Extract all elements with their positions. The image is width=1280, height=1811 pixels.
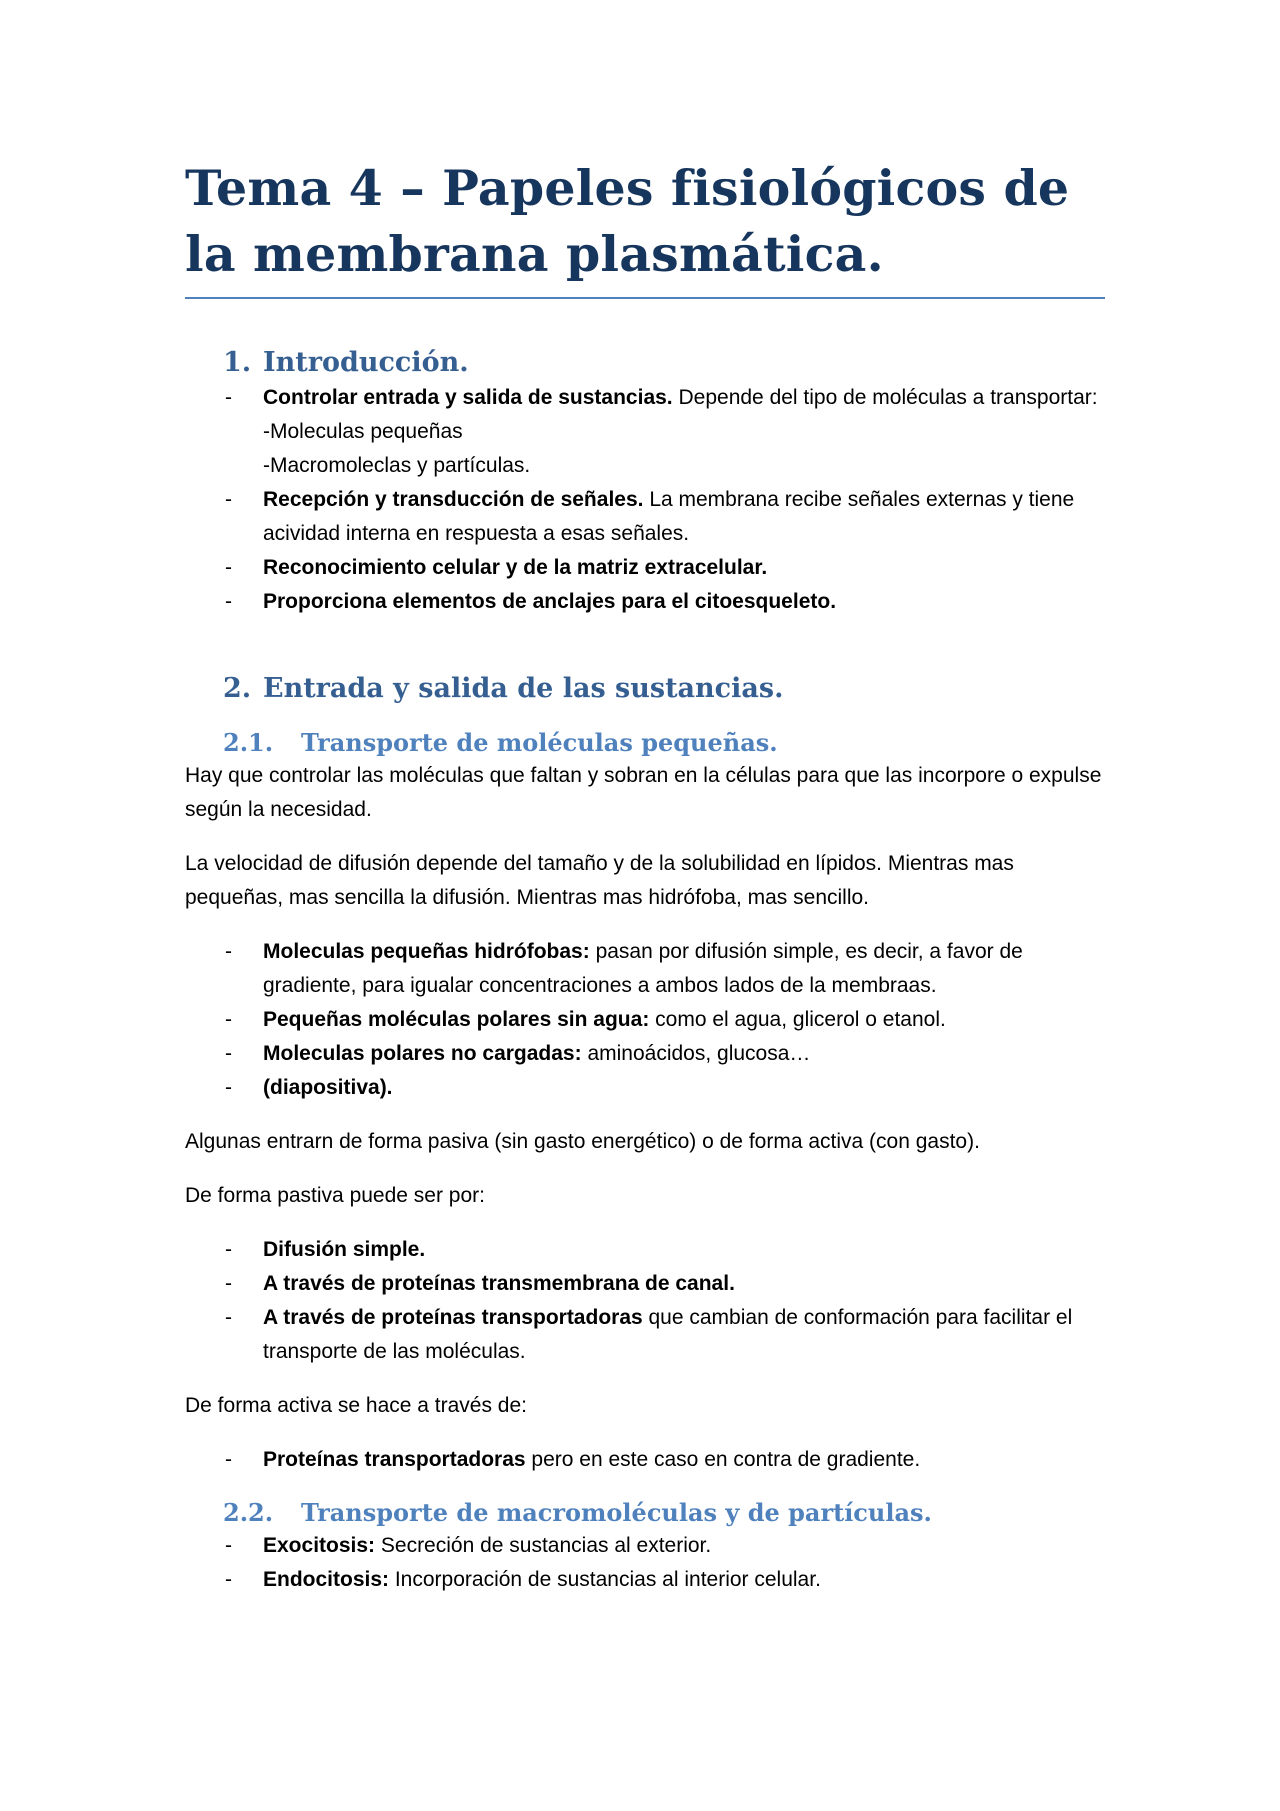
list-item xyxy=(185,483,1105,551)
active-transport-list xyxy=(185,1443,1105,1477)
list-item-bold: Reconocimiento celular y de la matriz extracelular. xyxy=(263,556,768,579)
small-molecules-list xyxy=(185,935,1105,1105)
list-item xyxy=(185,1071,1105,1105)
list-item-bold: Recepción y transducción de señales. xyxy=(263,488,644,511)
list-item-text: como el agua, glicerol o etanol. xyxy=(649,1008,946,1031)
section-1-heading xyxy=(185,345,1105,381)
list-item-text: que cambian de conformación para facilitar el transporte de las moléculas. xyxy=(263,1306,1073,1363)
list-item xyxy=(185,585,1105,619)
list-item-bold: Proteínas transportadoras xyxy=(263,1448,526,1471)
list-item-bold: Controlar entrada y salida de sustancias. xyxy=(263,386,673,409)
macromolecules-list xyxy=(185,1529,1105,1597)
list-item-bold: Moleculas pequeñas hidrófobas: xyxy=(263,940,590,963)
list-item-text: aminoácidos, glucosa… xyxy=(581,1042,811,1065)
section-2-2-number: 2.2. xyxy=(223,1498,274,1527)
paragraph: De forma pastiva puede ser por: xyxy=(185,1184,485,1207)
list-subitem: -Macromoleclas y partículas. xyxy=(263,454,531,477)
section-2-1-title: Transporte de moléculas pequeñas. xyxy=(301,728,778,757)
list-item-bold: Proporciona elementos de anclajes para el citoesqueleto. xyxy=(263,590,837,613)
list-item-text: pero en este caso en contra de gradiente. xyxy=(525,1448,921,1471)
list-item-text: La membrana recibe señales externas y tiene acividad interna en respuesta a esas señales. xyxy=(263,488,1075,545)
list-item-bold: Moleculas polares no cargadas: xyxy=(263,1042,582,1065)
list-item-bold: Exocitosis: xyxy=(263,1534,376,1557)
section-2-2-title: Transporte de macromoléculas y de partículas. xyxy=(301,1498,932,1527)
list-item xyxy=(185,551,1105,585)
section-1-number: 1. xyxy=(223,347,252,378)
section-2-2-heading xyxy=(185,1497,1105,1529)
list-item-text: Incorporación de sustancias al interior celular. xyxy=(389,1568,821,1591)
list-item-bold: Endocitosis: xyxy=(263,1568,390,1591)
section-2-1-number: 2.1. xyxy=(223,728,274,757)
list-item xyxy=(185,1037,1105,1071)
intro-list xyxy=(185,381,1105,619)
section-2-title: Entrada y salida de las sustancias. xyxy=(263,673,784,704)
list-item xyxy=(185,1301,1105,1369)
list-subitem: -Moleculas pequeñas xyxy=(263,420,463,443)
section-1-title: Introducción. xyxy=(263,347,469,378)
list-item-bold: (diapositiva). xyxy=(263,1076,393,1099)
list-item-bold: A través de proteínas transmembrana de canal. xyxy=(263,1272,735,1295)
list-item-text: pasan por difusión simple, es decir, a favor de gradiente, para igualar concentraciones a ambos lados de la membraas. xyxy=(263,940,1023,997)
list-item xyxy=(185,1529,1105,1563)
list-item xyxy=(185,935,1105,1003)
section-2-1-heading xyxy=(185,727,1105,759)
list-item xyxy=(185,1003,1105,1037)
section-2-heading xyxy=(185,671,1105,707)
paragraph: Algunas entrarn de forma pasiva (sin gasto energético) o de forma activa (con gasto). xyxy=(185,1130,980,1153)
paragraph: La velocidad de difusión depende del tamaño y de la solubilidad en lípidos. Mientras mas pequeñas, mas sencilla la difusión. Mientras mas hidrófoba, mas sencillo. xyxy=(185,852,1014,909)
list-item xyxy=(185,1563,1105,1597)
list-item xyxy=(185,1443,1105,1477)
list-item-text: Depende del tipo de moléculas a transportar: xyxy=(672,386,1098,409)
list-item-text: Secreción de sustancias al exterior. xyxy=(375,1534,712,1557)
list-item xyxy=(185,1267,1105,1301)
passive-transport-list xyxy=(185,1233,1105,1369)
paragraph: Hay que controlar las moléculas que faltan y sobran en la células para que las incorpore o expulse según la necesidad. xyxy=(185,764,1102,821)
section-2-number: 2. xyxy=(223,673,252,704)
paragraph: De forma activa se hace a través de: xyxy=(185,1394,527,1417)
list-item-bold: Difusión simple. xyxy=(263,1238,426,1261)
document-page xyxy=(185,155,1105,1597)
list-item xyxy=(185,1233,1105,1267)
list-item-bold: A través de proteínas transportadoras xyxy=(263,1306,643,1329)
list-item-bold: Pequeñas moléculas polares sin agua: xyxy=(263,1008,650,1031)
page-title: Tema 4 – Papeles fisiológicos de la membrana plasmática. xyxy=(185,155,1105,299)
list-item xyxy=(185,381,1105,483)
